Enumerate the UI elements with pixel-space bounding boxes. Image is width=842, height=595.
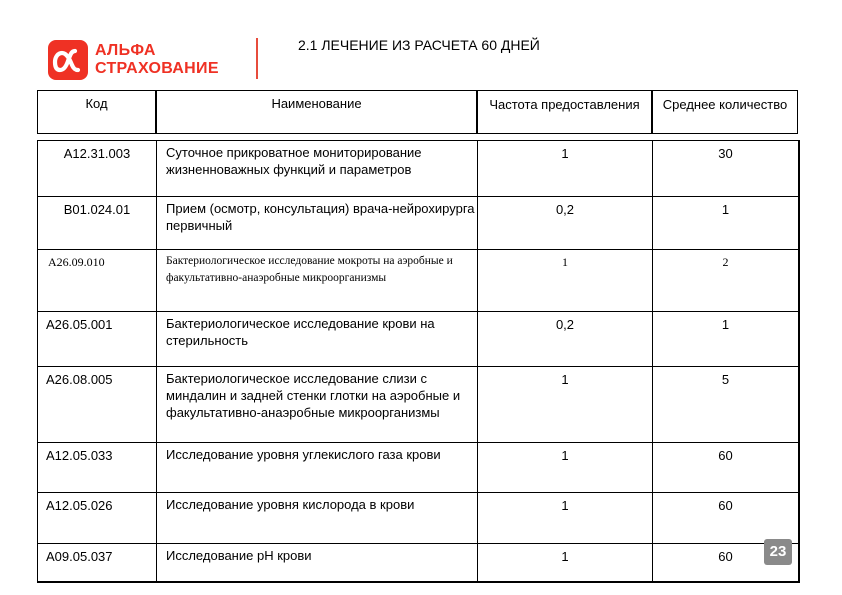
- cell-average: 5: [721, 372, 730, 387]
- cell-code: A26.05.001: [38, 312, 157, 366]
- cell-code: B01.024.01: [38, 197, 157, 249]
- cell-frequency: 1: [478, 250, 653, 311]
- cell-frequency: 0,2: [478, 312, 653, 366]
- header-average: Среднее количество: [652, 90, 798, 134]
- cell-frequency: 1: [478, 443, 653, 492]
- cell-frequency: 1: [478, 493, 653, 543]
- cell-average: 1: [721, 202, 730, 217]
- page-title: 2.1 ЛЕЧЕНИЕ ИЗ РАСЧЕТА 60 ДНЕЙ: [298, 37, 540, 53]
- cell-code: A12.05.033: [38, 443, 157, 492]
- company-logo: [48, 40, 243, 80]
- cell-name: Исследование уровня углекислого газа крови: [157, 443, 478, 492]
- logo-line1: АЛЬФА: [95, 42, 156, 59]
- cell-code: A12.05.026: [38, 493, 157, 543]
- services-table: [37, 140, 800, 583]
- cell-average: 30: [718, 146, 733, 161]
- cell-name: Бактериологическое исследование крови на стерильность: [157, 312, 478, 366]
- cell-name: Исследование pH крови: [157, 544, 478, 582]
- table-row: [38, 250, 798, 312]
- header-code: Код: [37, 90, 156, 134]
- table-row: [38, 544, 798, 582]
- logo-line2: СТРАХОВАНИЕ: [95, 60, 219, 77]
- cell-frequency: 1: [478, 141, 653, 196]
- alfa-logo-icon: [48, 40, 88, 80]
- table-row: [38, 367, 798, 443]
- table-row: [38, 141, 798, 197]
- cell-frequency: 0,2: [478, 197, 653, 249]
- cell-name: Бактериологическое исследование слизи с миндалин и задней стенки глотки на аэробные и факультативно-анаэробные микроорганизмы: [157, 367, 478, 442]
- page-number-badge: 23: [764, 539, 792, 565]
- cell-code: A09.05.037: [38, 544, 157, 582]
- cell-code: A26.09.010: [38, 250, 157, 311]
- header-divider: [256, 38, 258, 79]
- cell-average: 60: [718, 549, 733, 564]
- cell-average: 2: [722, 255, 729, 269]
- cell-frequency: 1: [478, 544, 653, 582]
- cell-code: A26.08.005: [38, 367, 157, 442]
- cell-code: A12.31.003: [38, 141, 157, 196]
- cell-average: 60: [718, 498, 733, 513]
- table-row: [38, 312, 798, 367]
- table-row: [38, 443, 798, 493]
- cell-name: Суточное прикроватное мониторирование жизненноважных функций и параметров: [157, 141, 478, 196]
- header-name: Наименование: [156, 90, 477, 134]
- cell-frequency: 1: [478, 367, 653, 442]
- cell-average: 60: [718, 448, 733, 463]
- table-row: [38, 493, 798, 544]
- logo-wordmark: [95, 42, 219, 78]
- header-frequency: Частота предоставления: [477, 90, 652, 134]
- cell-name: Прием (осмотр, консультация) врача-нейрохирурга первичный: [157, 197, 478, 249]
- cell-name: Бактериологическое исследование мокроты на аэробные и факультативно-анаэробные микроорганизмы: [157, 250, 478, 311]
- table-row: [38, 197, 798, 250]
- cell-name: Исследование уровня кислорода в крови: [157, 493, 478, 543]
- cell-average: 1: [721, 317, 730, 332]
